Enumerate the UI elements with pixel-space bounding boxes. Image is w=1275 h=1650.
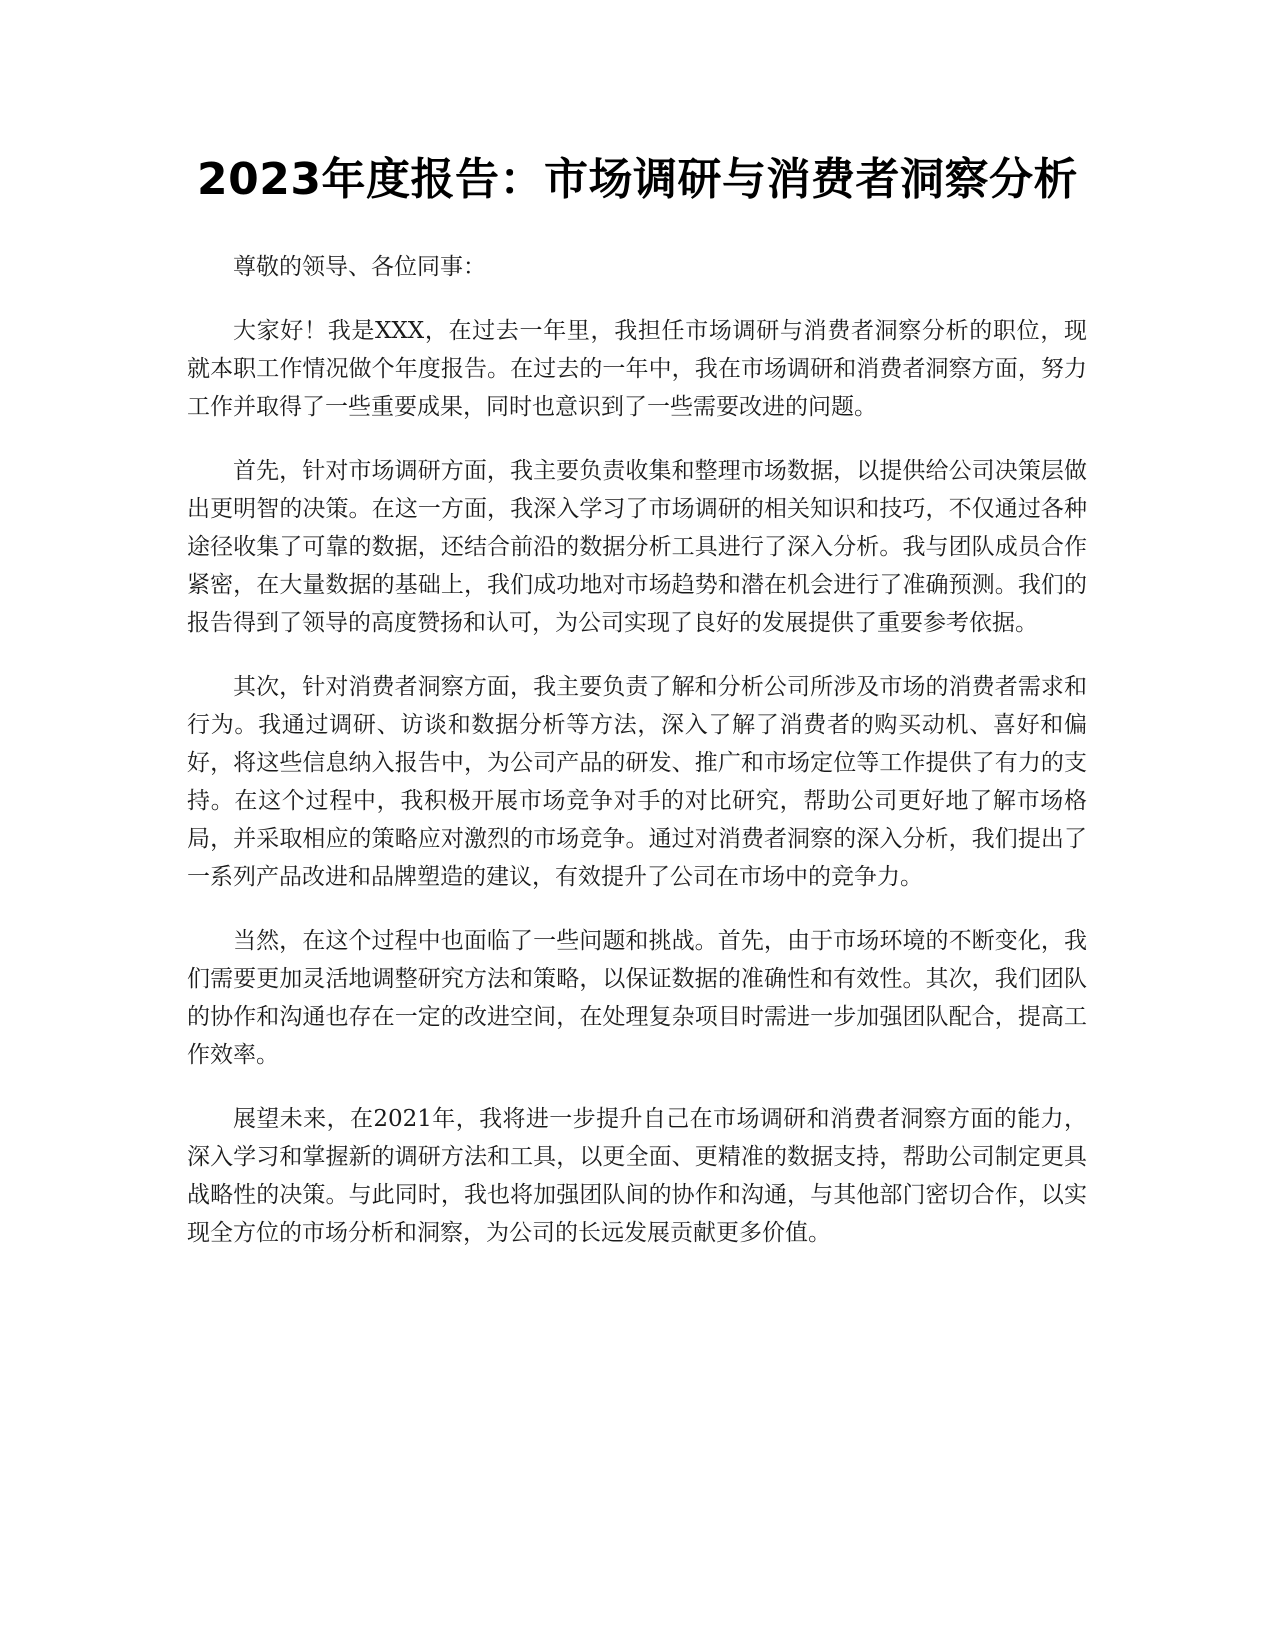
paragraph-outlook: 展望未来，在2021年，我将进一步提升自己在市场调研和消费者洞察方面的能力，深入学习和掌握新的调研方法和工具，以更全面、更精准的数据支持，帮助公司制定更具战略性的决策。与此同时，我也将加强团队间的协作和沟通，与其他部门密切合作，以实现全方位的市场分析和洞察，为公司的长远发展贡献更多价值。 — [187, 1106, 1087, 1246]
salutation: 尊敬的领导、各位同事： — [233, 254, 486, 280]
document-body — [187, 248, 1087, 1278]
paragraph-consumer-insight: 其次，针对消费者洞察方面，我主要负责了解和分析公司所涉及市场的消费者需求和行为。我通过调研、访谈和数据分析等方法，深入了解了消费者的购买动机、喜好和偏好，将这些信息纳入报告中，为公司产品的研发、推广和市场定位等工作提供了有力的支持。在这个过程中，我积极开展市场竞争对手的对比研究，帮助公司更好地了解市场格局，并采取相应的策略应对激烈的市场竞争。通过对消费者洞察的深入分析，我们提出了一系列产品改进和品牌塑造的建议，有效提升了公司在市场中的竞争力。 — [187, 674, 1087, 890]
document-title: 2023年度报告：市场调研与消费者洞察分析 — [197, 154, 1078, 205]
paragraph-introduction: 大家好！我是XXX，在过去一年里，我担任市场调研与消费者洞察分析的职位，现就本职工作情况做个年度报告。在过去的一年中，我在市场调研和消费者洞察方面，努力工作并取得了一些重要成果，同时也意识到了一些需要改进的问题。 — [187, 318, 1087, 420]
paragraph-market-research: 首先，针对市场调研方面，我主要负责收集和整理市场数据，以提供给公司决策层做出更明智的决策。在这一方面，我深入学习了市场调研的相关知识和技巧，不仅通过各种途径收集了可靠的数据，还结合前沿的数据分析工具进行了深入分析。我与团队成员合作紧密，在大量数据的基础上，我们成功地对市场趋势和潜在机会进行了准确预测。我们的报告得到了领导的高度赞扬和认可，为公司实现了良好的发展提供了重要参考依据。 — [187, 458, 1087, 636]
paragraph-challenges: 当然，在这个过程中也面临了一些问题和挑战。首先，由于市场环境的不断变化，我们需要更加灵活地调整研究方法和策略，以保证数据的准确性和有效性。其次，我们团队的协作和沟通也存在一定的改进空间，在处理复杂项目时需进一步加强团队配合，提高工作效率。 — [187, 928, 1087, 1068]
